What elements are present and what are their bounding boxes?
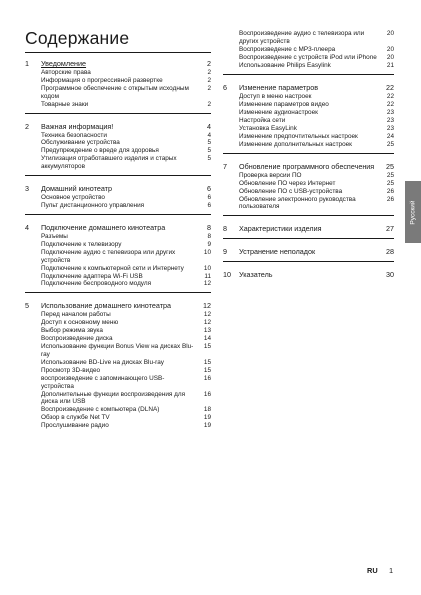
toc-entry-title: Использование функции Bonus View на дисках Blu-ray xyxy=(41,343,194,358)
toc-entry[interactable] xyxy=(25,327,211,335)
toc-entry-page: 5 xyxy=(207,139,211,147)
toc-entry[interactable] xyxy=(223,125,394,133)
toc-entry-title: Подключение адаптера Wi-Fi USB xyxy=(41,272,143,280)
toc-entry-page: 25 xyxy=(386,179,394,187)
toc-entry-page: 2 xyxy=(207,76,211,84)
toc-entry-title: Установка EasyLink xyxy=(239,124,297,132)
toc-entry-page: 22 xyxy=(386,100,394,108)
toc-entry[interactable] xyxy=(223,54,394,62)
toc-entry[interactable] xyxy=(223,180,394,188)
toc-entry-title: Настройка сети xyxy=(239,116,286,124)
toc-entry-page: 15 xyxy=(203,366,211,374)
toc-entry-page: 13 xyxy=(203,327,211,335)
toc-section xyxy=(25,222,211,293)
toc-entry[interactable] xyxy=(25,241,211,249)
toc-entry-title: Техника безопасности xyxy=(41,131,107,139)
toc-entry-title: Товарные знаки xyxy=(41,100,89,108)
toc-section xyxy=(223,246,394,262)
toc-entry-page: 16 xyxy=(203,374,211,382)
toc-entry[interactable] xyxy=(25,77,211,85)
toc-entry[interactable] xyxy=(25,391,211,406)
toc-entry[interactable] xyxy=(25,359,211,367)
section-number: 10 xyxy=(223,269,231,279)
toc-entry[interactable] xyxy=(25,139,211,147)
toc-entry[interactable] xyxy=(25,85,211,100)
toc-entry-title: Изменение аудионастроек xyxy=(239,108,318,116)
toc-entry-page: 19 xyxy=(203,414,211,422)
toc-entry[interactable] xyxy=(25,422,211,430)
toc-entry[interactable] xyxy=(223,46,394,54)
toc-section-heading[interactable] xyxy=(223,246,394,257)
toc-entry-page: 8 xyxy=(207,232,211,240)
toc-entry-title: Использование BD-Live на дисках Blu-ray xyxy=(41,358,165,366)
section-number: 7 xyxy=(223,161,227,171)
toc-entry-page: 16 xyxy=(203,390,211,398)
toc-entry-page: 12 xyxy=(203,280,211,288)
toc-entry-title: Изменение предпочтительных настроек xyxy=(239,132,358,140)
toc-entry-page: 24 xyxy=(386,132,394,140)
section-page: 25 xyxy=(386,161,394,171)
toc-entry-title: воспроизведение с запоминающего USB-устройства xyxy=(41,374,165,390)
toc-entry-title: Воспроизведение с компьютера (DLNA) xyxy=(41,406,160,414)
toc-section-heading[interactable] xyxy=(25,58,211,69)
toc-entry[interactable] xyxy=(223,30,394,45)
section-page: 28 xyxy=(386,246,394,256)
toc-entry-title: Подключение к телевизору xyxy=(41,240,122,248)
toc-entry[interactable] xyxy=(25,233,211,241)
toc-entry-title: Дополнительные функции воспроизведения для диска или USB xyxy=(41,390,186,406)
section-page: 4 xyxy=(207,121,211,131)
section-number: 1 xyxy=(25,59,29,68)
toc-entry-page: 6 xyxy=(207,202,211,209)
toc-entry-page: 18 xyxy=(203,406,211,414)
toc-entry-page: 10 xyxy=(203,248,211,256)
toc-entry-page: 5 xyxy=(207,155,211,163)
toc-entry-title: Воспроизведение аудио с телевизора или других устройств xyxy=(239,30,365,45)
toc-entry-title: Изменение параметров видео xyxy=(239,100,329,108)
toc-section xyxy=(223,269,394,284)
section-page: 22 xyxy=(386,82,394,92)
toc-entry-title: Воспроизведение с устройств iPod или iPhone xyxy=(239,53,377,61)
toc-entry-page: 11 xyxy=(204,272,211,280)
toc-entry[interactable] xyxy=(25,132,211,140)
toc-section-heading[interactable] xyxy=(223,161,394,172)
section-number: 4 xyxy=(25,222,29,232)
toc-entry-title: Использование Philips Easylink xyxy=(239,61,331,69)
toc-entry[interactable] xyxy=(25,147,211,155)
toc-entry-page: 20 xyxy=(386,53,394,61)
section-number: 6 xyxy=(223,82,227,92)
toc-entry[interactable] xyxy=(223,93,394,101)
toc-section-heading[interactable] xyxy=(25,183,211,194)
section-title: Устранение неполадок xyxy=(239,246,316,256)
toc-section xyxy=(25,183,211,215)
section-title: Уведомление xyxy=(41,59,87,68)
page-title: Содержание xyxy=(25,28,130,48)
toc-entry-page: 12 xyxy=(203,319,211,327)
toc-left-column xyxy=(25,58,211,441)
language-tab-label: Русский xyxy=(409,199,417,225)
toc-entry-page: 23 xyxy=(386,116,394,124)
toc-entry-title: Подключение беспроводного модуля xyxy=(41,280,152,288)
toc-entry-title: Предупреждение о вреде для здоровья xyxy=(41,147,159,155)
section-title: Изменение параметров xyxy=(239,82,319,92)
toc-entry[interactable] xyxy=(223,117,394,125)
section-number: 2 xyxy=(25,121,29,131)
section-title: Указатель xyxy=(239,269,273,279)
toc-section xyxy=(25,300,211,434)
toc-entry-title: Разъемы xyxy=(41,232,68,240)
toc-entry-page: 20 xyxy=(386,30,394,38)
toc-entry-page: 20 xyxy=(386,45,394,53)
section-page: 12 xyxy=(203,301,211,311)
toc-entry-page: 25 xyxy=(386,140,394,148)
toc-entry-page: 26 xyxy=(386,187,394,195)
section-title: Обновление программного обеспечения xyxy=(239,161,375,171)
toc-entry-title: Подключение к компьютерной сети и Интернету xyxy=(41,264,184,272)
toc-entry-page: 26 xyxy=(386,195,394,203)
toc-entry[interactable] xyxy=(223,188,394,196)
toc-entry[interactable] xyxy=(25,367,211,375)
toc-section xyxy=(223,223,394,239)
footer-language: RU xyxy=(367,566,378,575)
toc-entry-page: 9 xyxy=(207,240,211,248)
toc-entry-page: 4 xyxy=(207,131,211,139)
section-title: Характеристики изделия xyxy=(239,224,322,234)
toc-entry-title: Воспроизведение диска xyxy=(41,335,113,343)
toc-entry-title: Информация о прогрессивной развертке xyxy=(41,76,163,84)
section-title: Домашний кинотеатр xyxy=(41,184,112,194)
toc-section xyxy=(223,82,394,154)
section-title: Использование домашнего кинотеатра xyxy=(41,301,171,311)
toc-entry-page: 15 xyxy=(203,343,211,351)
section-page: 2 xyxy=(207,59,211,68)
toc-entry[interactable] xyxy=(25,265,211,273)
toc-entry-title: Основное устройство xyxy=(41,194,105,202)
toc-entry-title: Подключение аудио с телевизора или других устройств xyxy=(41,248,176,264)
toc-entry-page: 12 xyxy=(203,311,211,319)
toc-entry-page: 2 xyxy=(207,68,211,76)
section-page: 8 xyxy=(207,222,211,232)
toc-entry[interactable] xyxy=(25,101,211,109)
toc-entry-title: Выбор режима звука xyxy=(41,327,103,335)
toc-entry-title: Утилизация отработавшего изделия и старых аккумуляторов xyxy=(41,155,177,171)
toc-entry-page: 21 xyxy=(386,61,394,69)
toc-entry-title: Программное обеспечение с открытым исходным кодом xyxy=(41,84,189,100)
toc-entry[interactable] xyxy=(25,202,211,210)
title-rule xyxy=(25,52,211,53)
section-title: Подключение домашнего кинотеатра xyxy=(41,222,166,232)
toc-entry[interactable] xyxy=(223,196,394,211)
toc-entry-title: Обзор в службе Net TV xyxy=(41,414,110,422)
toc-entry-page: 23 xyxy=(386,108,394,116)
toc-entry[interactable] xyxy=(25,319,211,327)
toc-entry[interactable] xyxy=(223,172,394,180)
toc-entry-title: Обновление ПО с USB-устройства xyxy=(239,187,343,195)
toc-entry[interactable] xyxy=(25,375,211,390)
toc-entry-page: 22 xyxy=(386,92,394,100)
section-number: 8 xyxy=(223,224,227,234)
toc-entry-title: Пульт дистанционного управления xyxy=(41,202,145,209)
toc-section-heading[interactable] xyxy=(223,82,394,93)
toc-entry[interactable] xyxy=(25,414,211,422)
section-page: 27 xyxy=(386,224,394,234)
toc-entry[interactable] xyxy=(223,109,394,117)
footer-page-number: 1 xyxy=(389,566,394,575)
toc-entry[interactable] xyxy=(25,311,211,319)
toc-continued-entries xyxy=(223,30,394,75)
toc-entry-page: 19 xyxy=(203,422,211,430)
toc-right-column xyxy=(223,30,394,290)
toc-section-heading[interactable] xyxy=(25,222,211,233)
toc-entry-title: Доступ в меню настроек xyxy=(239,92,312,100)
toc-entry[interactable] xyxy=(223,141,394,149)
toc-section xyxy=(223,161,394,217)
toc-entry-title: Воспроизведение с MP3-плеера xyxy=(239,45,336,53)
toc-section-heading[interactable] xyxy=(223,223,394,234)
toc-entry-title: Доступ к основному меню xyxy=(41,319,119,327)
toc-section-heading[interactable] xyxy=(25,300,211,311)
toc-entry-title: Проверка версии ПО xyxy=(239,171,302,179)
section-page: 6 xyxy=(207,184,211,194)
toc-section-heading[interactable] xyxy=(223,269,394,280)
language-tab[interactable] xyxy=(405,181,421,243)
toc-entry[interactable] xyxy=(25,406,211,414)
section-title: Важная информация! xyxy=(41,121,114,131)
toc-entry[interactable] xyxy=(25,69,211,77)
toc-entry[interactable] xyxy=(25,273,211,281)
toc-entry-page: 5 xyxy=(207,147,211,155)
toc-entry[interactable] xyxy=(25,194,211,202)
toc-entry-title: Перед началом работы xyxy=(41,311,111,319)
toc-entry[interactable] xyxy=(223,133,394,141)
toc-entry-title: Изменение дополнительных настроек xyxy=(239,140,352,148)
section-number: 9 xyxy=(223,246,227,256)
section-page: 30 xyxy=(386,269,394,279)
toc-entry[interactable] xyxy=(25,155,211,170)
toc-entry-page: 10 xyxy=(203,264,211,272)
section-number: 5 xyxy=(25,301,29,311)
toc-entry-page: 2 xyxy=(207,100,211,108)
toc-entry-page: 6 xyxy=(207,194,211,202)
toc-entry-page: 25 xyxy=(386,171,394,179)
toc-section xyxy=(25,121,211,177)
toc-entry-page: 14 xyxy=(203,335,211,343)
toc-entry-title: Просмотр 3D-видео xyxy=(41,366,101,374)
toc-section xyxy=(25,58,211,114)
toc-entry[interactable] xyxy=(223,101,394,109)
toc-section-heading[interactable] xyxy=(25,121,211,132)
toc-entry-title: Обслуживание устройства xyxy=(41,139,120,147)
toc-entry-page: 2 xyxy=(207,84,211,92)
toc-entry-title: Прослушивание радио xyxy=(41,422,109,430)
toc-entry[interactable] xyxy=(25,249,211,264)
toc-entry-title: Обновление электронного руководства пользователя xyxy=(239,195,356,211)
toc-entry-title: Авторские права xyxy=(41,68,91,76)
toc-entry-title: Обновление ПО через Интернет xyxy=(239,179,336,187)
toc-entry[interactable] xyxy=(25,335,211,343)
toc-entry-page: 23 xyxy=(386,124,394,132)
section-number: 3 xyxy=(25,184,29,194)
toc-entry-page: 15 xyxy=(203,358,211,366)
toc-entry[interactable] xyxy=(25,280,211,288)
toc-entry[interactable] xyxy=(25,343,211,358)
toc-entry[interactable] xyxy=(223,62,394,70)
